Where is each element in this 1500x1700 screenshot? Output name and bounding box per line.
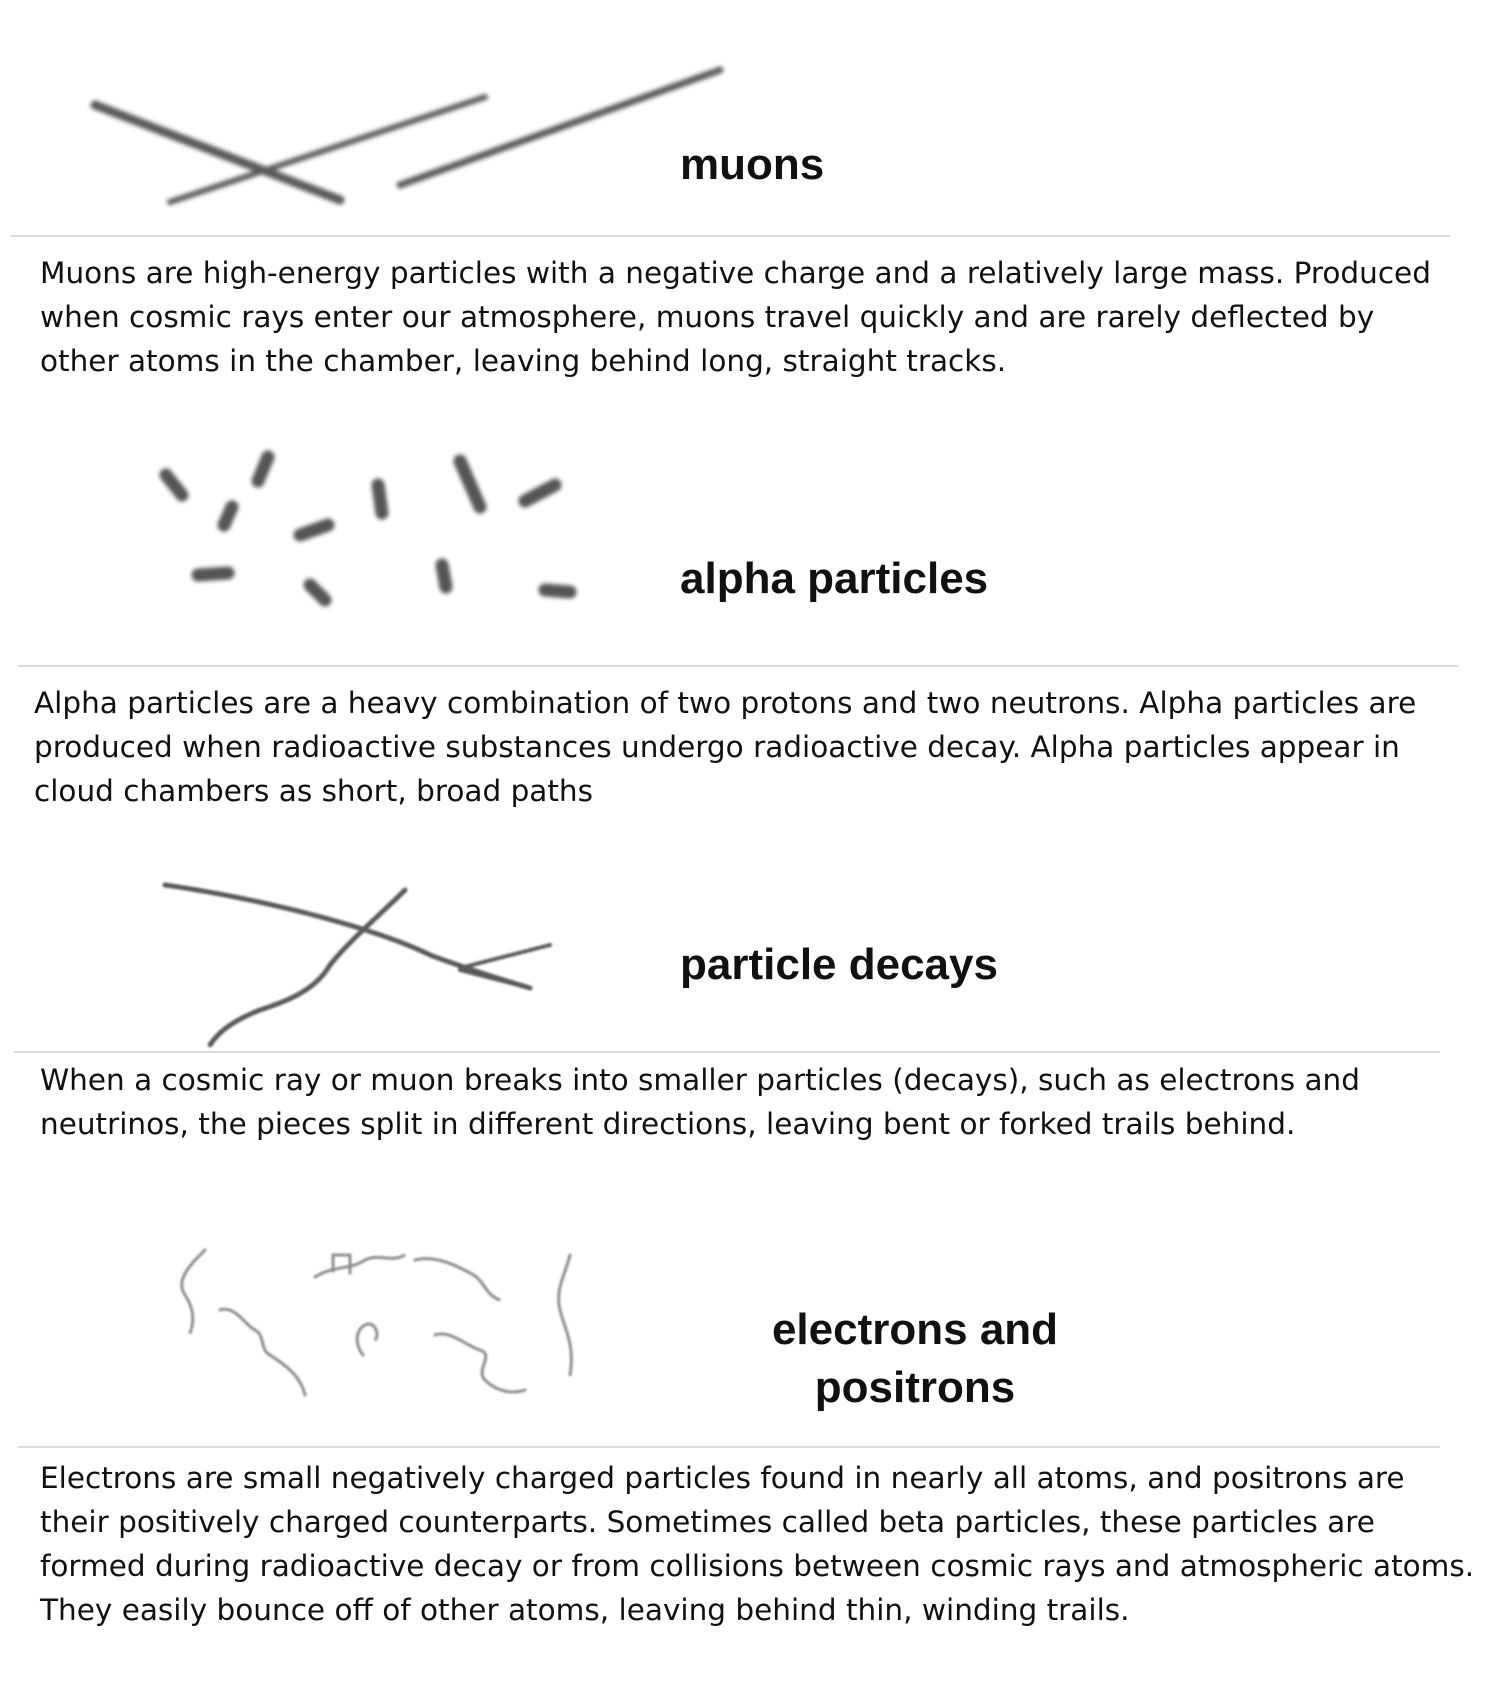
section-title: particle decays (680, 940, 998, 989)
section-title: alpha particles (680, 554, 989, 603)
section-description: Alpha particles are a heavy combination of two protons and two neutrons. Alpha particles are produced when radioactive substances undergo radioactive decay. Alpha particles appear in cloud chambers as short, broad paths (34, 686, 1417, 808)
electron-track (182, 1250, 205, 1333)
section-description: Electrons are small negatively charged particles found in nearly all atoms, and positrons are their positively charged counterparts. Sometimes called beta particles, these particles are formed during radioactive decay or from collisions between cosmic rays and atmospheric atoms. They easily bounce off of other atoms, leaving behind thin, winding trails. (40, 1461, 1475, 1627)
electron-track (415, 1259, 500, 1300)
divider (18, 1446, 1440, 1448)
electron-track (559, 1255, 572, 1375)
electron-track (357, 1324, 377, 1355)
electron-track (435, 1334, 525, 1392)
section-title: electrons and positrons (771, 1305, 1059, 1412)
section-description: Muons are high-energy particles with a negative charge and a relatively large mass. Produced when cosmic rays enter our atmosphere, muons travel quickly and are rarely deflected by other atoms in the chamber, leaving behind long, straight tracks. (40, 256, 1431, 378)
electron-track (220, 1309, 305, 1395)
section-title: muons (680, 140, 825, 189)
electron-tracks-illustration (165, 1235, 605, 1415)
section-description: When a cosmic ray or muon breaks into smaller particles (decays), such as electrons and neutrinos, the pieces split in different directions, leaving bent or forked trails behind. (40, 1063, 1360, 1141)
electron-track (315, 1255, 405, 1277)
